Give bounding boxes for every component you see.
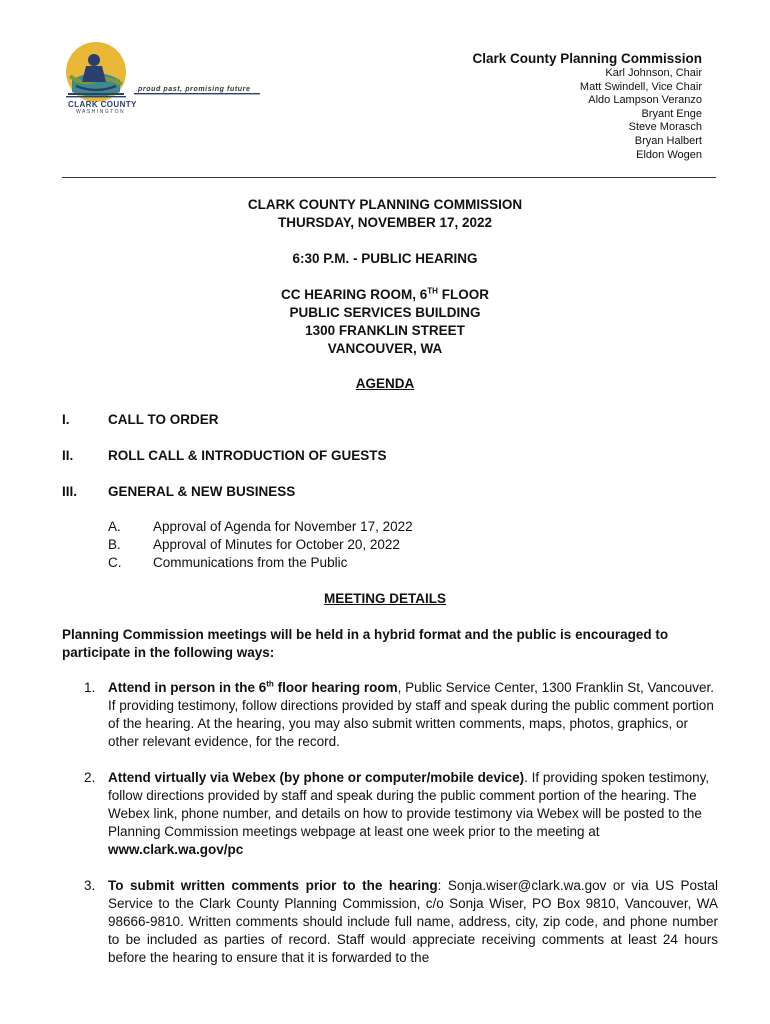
list-item: [84, 769, 718, 859]
agenda-heading: AGENDA: [355, 376, 415, 391]
member-name: Bryant Enge: [641, 107, 702, 120]
meeting-details-intro: Planning Commission meetings will be held in a hybrid format and the public is encouraged to participate in the following ways:: [62, 627, 669, 660]
header-divider: [62, 177, 716, 178]
meeting-street: 1300 FRANKLIN STREET: [305, 323, 465, 338]
sub-item-minutes-approval: Approval of Minutes for October 20, 2022: [153, 537, 400, 552]
clark-county-logo: [62, 36, 272, 120]
sub-item-letter: C.: [108, 555, 122, 570]
member-name: Steve Morasch: [628, 121, 702, 134]
list-item-number: 1.: [84, 680, 96, 695]
list-item-text: To submit written comments prior to the hearing: Sonja.wiser@clark.wa.gov or via US Postal Service to the Clark County Planning Commission, c/o Sonja Wiser, PO Box 9810, Vancouver, WA 98666-9810. Written comments should include full name, address, city, zip code, and phone number to be included as parties of record. Staff would appreciate receiving comments at least 24 hours before the hearing to ensure that it is forwarded to the: [108, 878, 718, 965]
sub-item-communications: Communications from the Public: [153, 555, 348, 570]
agenda-item-general-business: GENERAL & NEW BUSINESS: [108, 484, 296, 499]
sub-item-letter: B.: [108, 537, 121, 552]
member-name: Eldon Wogen: [636, 148, 702, 161]
agenda-numeral: I.: [62, 412, 70, 427]
meeting-date: THURSDAY, NOVEMBER 17, 2022: [277, 215, 493, 230]
list-item-number: 3.: [84, 878, 96, 893]
meeting-details-heading: MEETING DETAILS: [323, 591, 446, 606]
commission-roster: [472, 50, 702, 162]
logo-county-name: CLARK COUNTY: [68, 100, 137, 109]
meeting-city: VANCOUVER, WA: [327, 341, 443, 356]
sub-item-agenda-approval: Approval of Agenda for November 17, 2022: [153, 519, 413, 534]
agenda-numeral: II.: [62, 448, 74, 463]
logo-tagline: proud past, promising future: [138, 86, 251, 93]
list-item: [84, 679, 718, 751]
webpage-link[interactable]: www.clark.wa.gov/pc: [108, 842, 244, 857]
member-name: Matt Swindell, Vice Chair: [579, 80, 702, 93]
agenda-item-call-to-order: CALL TO ORDER: [108, 412, 219, 427]
member-name: Aldo Lampson Veranzo: [588, 94, 702, 107]
meeting-building: PUBLIC SERVICES BUILDING: [289, 305, 481, 320]
meeting-title: CLARK COUNTY PLANNING COMMISSION: [247, 197, 523, 212]
list-item-number: 2.: [84, 770, 96, 785]
commission-title: Clark County Planning Commission: [472, 51, 702, 66]
list-item-text: Attend in person in the 6th floor hearing room, Public Service Center, 1300 Franklin St, Vancouver. If providing testimony, follow directions provided by staff and speak during the public comment portion of the hearing. At the hearing, you may also submit written comments, maps, photos, graphics, or other relevant evidence, for the record.: [108, 679, 715, 749]
logo-state-name: WASHINGTON: [76, 109, 126, 115]
agenda-item-roll-call: ROLL CALL & INTRODUCTION OF GUESTS: [108, 448, 387, 463]
meeting-time: 6:30 P.M. - PUBLIC HEARING: [292, 251, 478, 266]
list-item: [84, 877, 718, 967]
member-name: Karl Johnson, Chair: [605, 67, 702, 79]
meeting-room: CC HEARING ROOM, 6TH FLOOR: [281, 286, 489, 302]
list-item-text: Attend virtually via Webex (by phone or computer/mobile device). If providing spoken testimony, follow directions provided by staff and speak during the public comment portion of the hearing. The Webex link, phone number, and details on how to provide testimony via Webex will be posted to the Planning Commission meetings webpage at least one week prior to the meeting at www.clark.wa.gov/pc: [108, 770, 710, 857]
sub-item-letter: A.: [108, 519, 121, 534]
member-name: Bryan Halbert: [634, 134, 702, 147]
agenda-numeral: III.: [62, 484, 78, 499]
